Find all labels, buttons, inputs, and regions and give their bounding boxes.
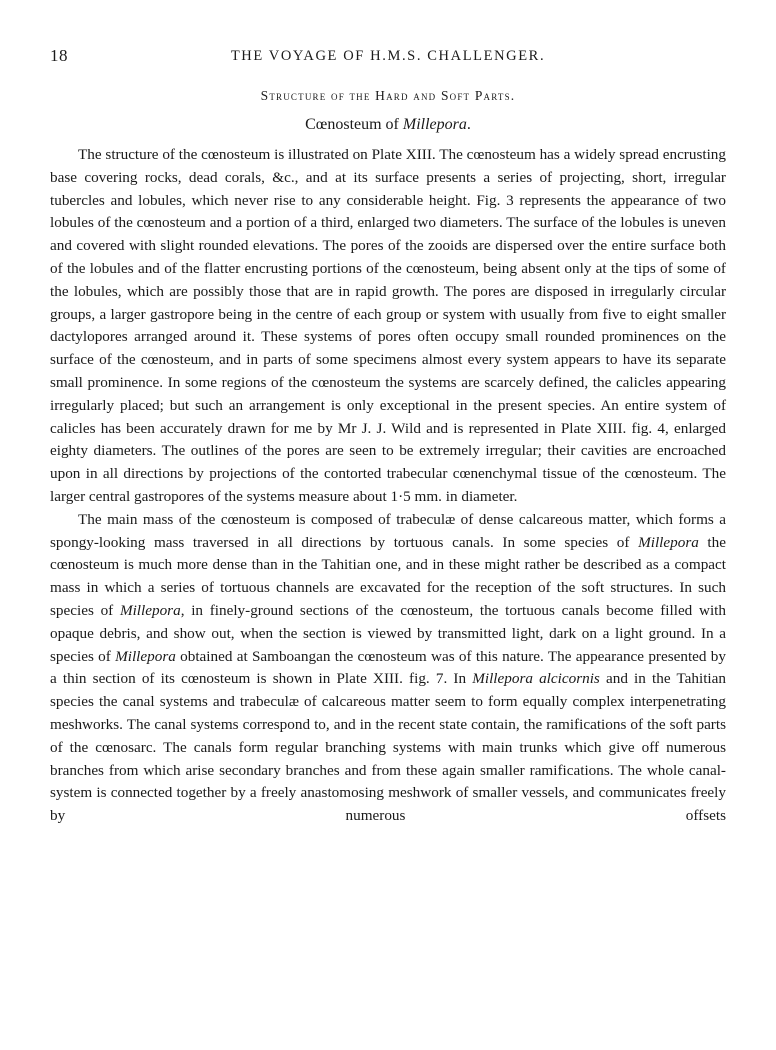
- page: [50, 46, 726, 828]
- genus-name: Millepora: [115, 647, 176, 665]
- subsection-heading-suffix: .: [466, 116, 471, 133]
- page-number: 18: [50, 46, 68, 65]
- running-head: [50, 46, 726, 74]
- paragraph-1: The structure of the cœnosteum is illustrated on Plate XIII. The cœnosteum has a widely spread encrusting base covering rocks, dead corals, &c., and at its surface presents a series of projecting, short, irregular tubercles and lobules, which never rise to any considerable height. Fig. 3 represents the appearance of two lobules of the cœnosteum and a portion of a third, enlarged two diameters. The surface of the lobules is uneven and covered with slight rounded elevations. The pores of the zooids are dispersed over the entire surface both of the lobules and of the flatter encrusting portions of the cœnosteum, being absent only at the tips of some of the lobules, which are possibly those that are in rapid growth. The pores are disposed in irregularly circular groups, a larger gastropore being in the centre of each group or system with usually from five to eight smaller dactylopores arranged around it. These systems of pores often occupy small rounded prominences on the surface of the cœnosteum, and in parts of some specimens almost every system appears to have its separate small prominence. In some regions of the cœnosteum the systems are scarcely defined, the calicles appearing irregularly placed; but such an arrangement is only exceptional in the present species. An entire system of calicles has been accurately drawn for me by Mr J. J. Wild and is represented in Plate XIII. fig. 4, enlarged eighty diameters. The outlines of the pores are seen to be extremely irregular; their cavities are encroached upon in all directions by projections of the contorted trabecular cœnenchymal tissue of the cœnosteum. The larger central gastropores of the systems measure about 1·5 mm. in diameter.: [50, 146, 726, 505]
- subsection-heading-prefix: Cœnosteum of: [305, 116, 403, 133]
- paragraph-2-text: obtained at Samboangan the cœnosteum was of this nature. The appearance presented by a thin section of its cœnosteum is shown in Plate XIII. fig. 7. In: [50, 647, 726, 688]
- running-title: THE VOYAGE OF H.M.S. CHALLENGER.: [230, 48, 546, 64]
- species-name: Millepora alcicornis: [472, 670, 600, 688]
- paragraph-2-text: The main mass of the cœnosteum is composed of trabeculæ of dense calcareous matter, which forms a spongy-looking mass traversed in all directions by tortuous canals. In some species of: [50, 510, 726, 551]
- genus-name: Millepora: [119, 601, 181, 619]
- paragraph-2: [50, 509, 726, 828]
- paragraph-2-text: the cœnosteum is much more dense than in the Tahitian one, and in these might rather be described as a compact mass in which a series of tortuous channels are excavated for the reception of the soft structures. In such species of: [50, 533, 726, 619]
- subsection-heading: [50, 116, 726, 134]
- paragraph-2-text: and in the Tahitian species the canal systems and trabeculæ of calcareous matter seem to form equally complex interpenetrating meshworks. The canal systems correspond to, and in the recent state contain, the ramifications of the soft parts of the cœnosarc. The canals form regular branching systems with main trunks which give off numerous branches from which arise secondary branches and from these again smaller ramifications. The whole canal-system is connected together by a freely anastomosing meshwork of smaller vessels, and communicates freely by numerous offsets: [50, 670, 726, 825]
- genus-name: Millepora: [638, 533, 699, 551]
- subsection-heading-genus: Millepora: [402, 116, 467, 133]
- section-heading: Structure of the Hard and Soft Parts.: [260, 88, 516, 103]
- paragraph-2-text: , in finely-ground sections of the cœnosteum, the tortuous canals become filled with opaque debris, and show out, when the section is viewed by transmitted light, dark on a light ground. In a species of: [50, 601, 726, 665]
